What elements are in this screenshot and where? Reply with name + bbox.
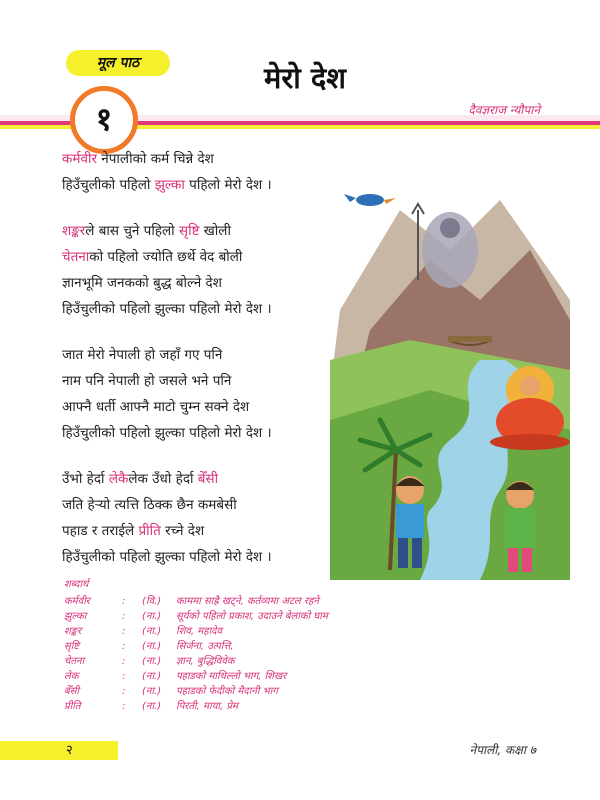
poem-line <box>62 218 362 244</box>
section-tag: मूल पाठ <box>66 50 170 76</box>
poem-text: जात मेरो नेपाली हो जहाँ गए पनि <box>62 347 223 363</box>
poem-text: हिउँचुलीको पहिलो <box>62 177 155 193</box>
poem-line <box>62 296 362 322</box>
poem-stanza <box>62 146 362 198</box>
glossary-entry <box>64 669 484 684</box>
footer-page-bar <box>0 741 118 760</box>
poem-stanza <box>62 342 362 446</box>
glossary-entry <box>64 699 484 714</box>
landscape-illustration <box>330 190 570 580</box>
poem-line <box>62 368 362 394</box>
glossary-word: झुल्का <box>64 611 87 622</box>
poem-text: पहिलो मेरो देश । <box>184 177 272 193</box>
glossary-entry <box>64 639 484 654</box>
poem-line <box>62 244 362 270</box>
glossary-type: (ना.) <box>142 626 162 637</box>
page-number: २ <box>66 743 73 758</box>
page-title: मेरो देश <box>264 61 346 95</box>
poem-line <box>62 342 362 368</box>
glossary-separator: : <box>122 701 126 712</box>
poem-line <box>62 172 362 198</box>
glossary-meaning: शिव, महादेव <box>176 626 223 637</box>
poem-text: नाम पनि नेपाली हो जसले भने पनि <box>62 373 232 389</box>
glossary-type: (ना.) <box>142 686 162 697</box>
poem-text: खोली <box>199 223 231 239</box>
poem-text: ज्ञानभूमि जनकको बुद्ध बोल्ने देश <box>62 275 222 291</box>
glossary-entry <box>64 609 484 624</box>
glossary-entry <box>64 624 484 639</box>
poem-line <box>62 146 362 172</box>
poem-text: हिउँचुलीको पहिलो झुल्का पहिलो मेरो देश । <box>62 549 272 565</box>
glossary-word: बेँसी <box>64 686 80 697</box>
glossary-separator: : <box>122 596 126 607</box>
poem-text: रच्ने देश <box>160 523 205 539</box>
highlighted-word: सृष्टि <box>178 223 200 239</box>
poem-line <box>62 544 362 570</box>
poem-text: हिउँचुलीको पहिलो झुल्का पहिलो मेरो देश । <box>62 301 272 317</box>
glossary-entry <box>64 594 484 609</box>
glossary-entry <box>64 684 484 699</box>
highlighted-word: झुल्का <box>154 177 185 193</box>
glossary-entry <box>64 654 484 669</box>
glossary-separator: : <box>122 626 126 637</box>
glossary-separator: : <box>122 611 126 622</box>
glossary-type: (ना.) <box>142 701 162 712</box>
glossary-word: चेतना <box>64 656 85 667</box>
poem-text: ले बास चुने पहिलो <box>85 223 179 239</box>
glossary-word: शङ्कर <box>64 626 82 637</box>
glossary-type: (ना.) <box>142 611 162 622</box>
poem-text: हिउँचुलीको पहिलो झुल्का पहिलो मेरो देश । <box>62 425 272 441</box>
lesson-number-badge: १ <box>70 86 138 154</box>
highlighted-word: प्रीति <box>138 523 161 539</box>
glossary-separator: : <box>122 641 126 652</box>
poem-text: नेपालीको कर्म चिन्ने देश <box>96 151 214 167</box>
glossary-meaning: ज्ञान, बुद्धिविवेक <box>176 656 235 667</box>
glossary-meaning: पिरती, माया, प्रेम <box>176 701 238 712</box>
glossary-separator: : <box>122 671 126 682</box>
book-title: नेपाली, कक्षा ७ <box>469 743 536 757</box>
glossary-type: (ना.) <box>142 656 162 667</box>
poem-line <box>62 270 362 296</box>
poem-text: आफ्नै धर्ती आफ्नै माटो चुम्न सक्ने देश <box>62 399 250 415</box>
glossary-word: प्रीति <box>64 701 81 712</box>
glossary-separator: : <box>122 656 126 667</box>
poem-line <box>62 394 362 420</box>
glossary-word: लेक <box>64 671 79 682</box>
glossary-meaning: सिर्जना, उत्पत्ति, <box>176 641 234 652</box>
poem-text: उँभो हेर्दा <box>62 471 109 487</box>
glossary-heading: शब्दार्थ <box>64 579 89 590</box>
glossary <box>64 578 484 714</box>
glossary-word: सृष्टि <box>64 641 80 652</box>
author-name: दैवज्ञराज न्यौपाने <box>468 103 540 117</box>
poem-line <box>62 420 362 446</box>
glossary-word: कर्मवीर <box>64 596 90 607</box>
poem-line <box>62 466 362 492</box>
glossary-meaning: पहाडको माथिल्लो भाग, शिखर <box>176 671 287 682</box>
glossary-meaning: सूर्यको पहिलो प्रकाश, उदाउने बेलाको घाम <box>176 611 328 622</box>
poem-text: लेक उँधो हेर्दा <box>128 471 198 487</box>
poem-text: जति हेऱ्यो त्यत्ति ठिक्क छैन कमबेसी <box>62 497 237 513</box>
glossary-type: (ना.) <box>142 671 162 682</box>
glossary-meaning: काममा साह्रै खट्ने, कर्तव्यमा अटल रहने <box>176 596 319 607</box>
glossary-meaning: पहाडको फेदीको मैदानी भाग <box>176 686 278 697</box>
glossary-type: (वि.) <box>142 596 162 607</box>
poem-stanza <box>62 218 362 322</box>
highlighted-word: बेँसी <box>197 471 219 487</box>
glossary-type: (ना.) <box>142 641 162 652</box>
glossary-separator: : <box>122 686 126 697</box>
poem-body <box>62 146 362 590</box>
poem-stanza <box>62 466 362 570</box>
highlighted-word: चेतना <box>62 249 90 265</box>
poem-line <box>62 518 362 544</box>
highlighted-word: लेकै <box>108 471 129 487</box>
highlighted-word: शङ्कर <box>62 223 86 239</box>
poem-line <box>62 492 362 518</box>
poem-text: पहाड र तराईले <box>62 523 139 539</box>
poem-text: को पहिलो ज्योति छर्थे वेद बोली <box>89 249 243 265</box>
highlighted-word: कर्मवीर <box>62 151 97 167</box>
